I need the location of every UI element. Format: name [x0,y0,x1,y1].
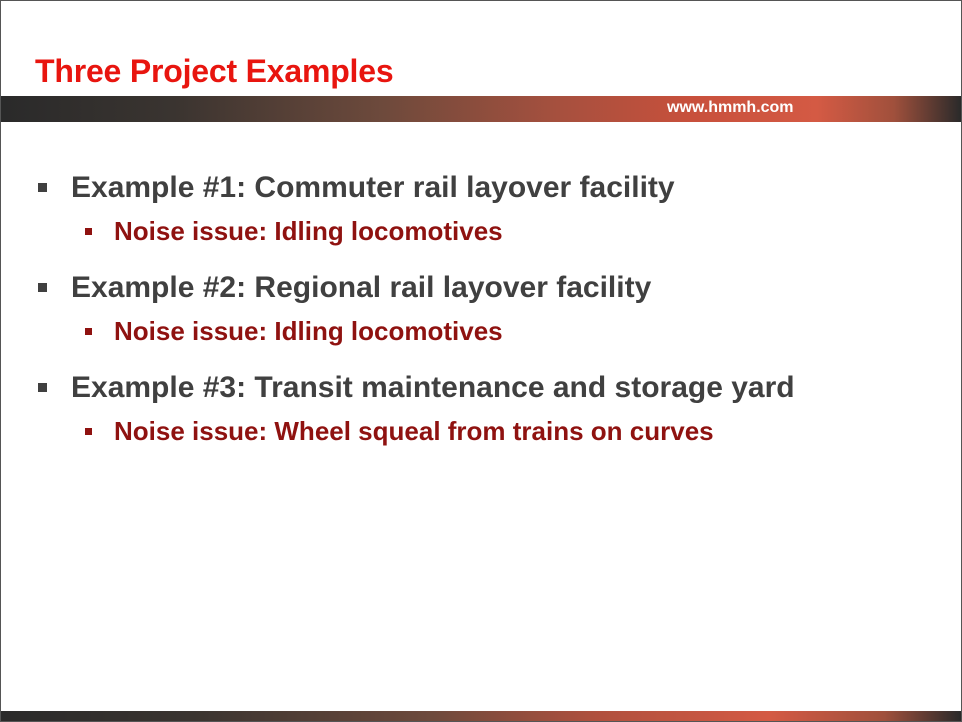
bullet-heading: Example #3: Transit maintenance and storage yard [71,371,795,404]
bullet-subitem: Noise issue: Idling locomotives [114,216,503,246]
header-bar [1,96,961,122]
square-bullet-icon [85,428,92,435]
bullet-item [1,169,961,269]
bullet-item [1,369,961,469]
bullet-list [1,169,961,469]
bullet-heading: Example #1: Commuter rail layover facility [71,171,675,204]
bullet-heading: Example #2: Regional rail layover facility [71,271,652,304]
square-bullet-icon [85,328,92,335]
bullet-subitem: Noise issue: Wheel squeal from trains on curves [114,416,714,446]
square-bullet-icon [38,383,47,392]
square-bullet-icon [38,183,47,192]
square-bullet-icon [85,228,92,235]
footer-bar [1,711,961,722]
slide-title: Three Project Examples [35,53,394,89]
square-bullet-icon [38,283,47,292]
bullet-item [1,269,961,369]
website-url: www.hmmh.com [667,99,794,116]
bullet-subitem: Noise issue: Idling locomotives [114,316,503,346]
